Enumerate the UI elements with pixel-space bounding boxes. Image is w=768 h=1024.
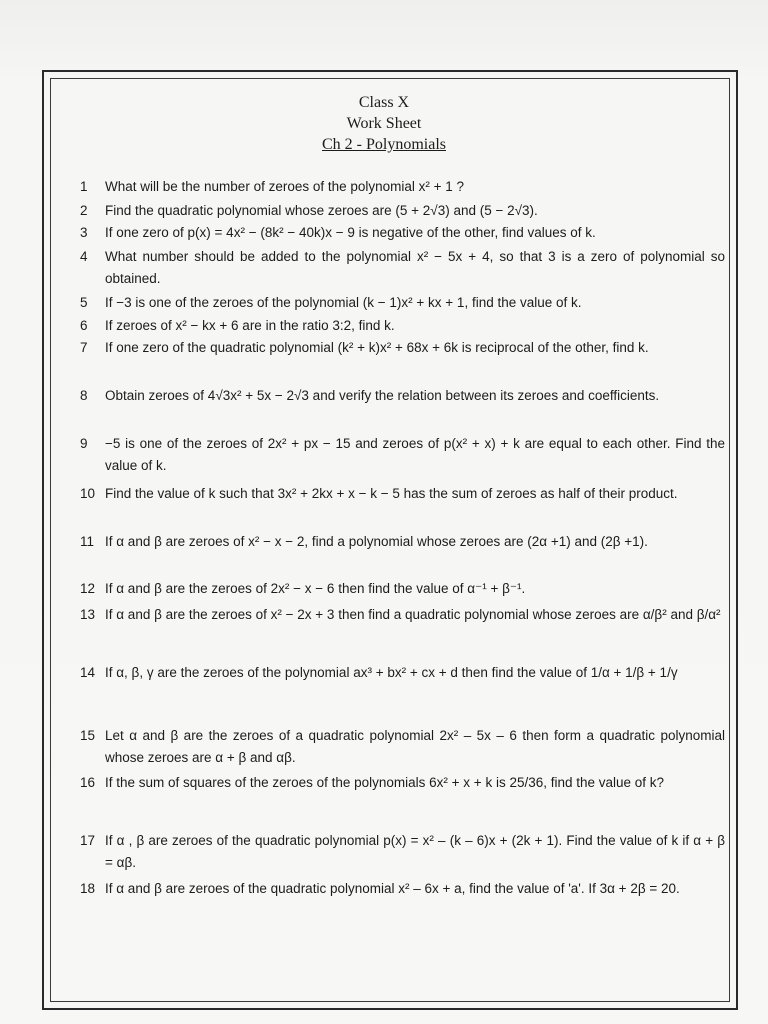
question-text: If −3 is one of the zeroes of the polynomial (k − 1)x² + kx + 1, find the value of k. xyxy=(105,295,582,310)
question-text: If α, β, γ are the zeroes of the polynomial ax³ + bx² + cx + d then find the value of 1/α + 1/β + 1/γ xyxy=(105,665,678,680)
question-text: What number should be added to the polynomial x² − 5x + 4, so that 3 is a zero of polynomial so obtained. xyxy=(105,249,725,286)
question-11 xyxy=(80,531,725,578)
question-15 xyxy=(80,725,725,772)
question-number: 10 xyxy=(80,486,96,501)
question-number: 11 xyxy=(80,534,95,549)
question-text: What will be the number of zeroes of the polynomial x² + 1 ? xyxy=(105,179,465,194)
question-text: If zeroes of x² − kx + 6 are in the ratio 3:2, find k. xyxy=(105,318,395,333)
question-number: 16 xyxy=(80,775,96,790)
question-text: Let α and β are the zeroes of a quadratic polynomial 2x² – 5x – 6 then form a quadratic polynomial whose zeroes are α + β and αβ. xyxy=(105,728,725,765)
question-2 xyxy=(80,200,725,222)
question-5 xyxy=(80,292,725,315)
question-text: If α and β are the zeroes of 2x² − x − 6 then find the value of α⁻¹ + β⁻¹. xyxy=(105,581,526,596)
question-text: Find the quadratic polynomial whose zeroes are (5 + 2√3) and (5 − 2√3). xyxy=(105,203,538,218)
question-number: 6 xyxy=(80,318,88,333)
question-text: Obtain zeroes of 4√3x² + 5x − 2√3 and verify the relation between its zeroes and coefficients. xyxy=(105,388,660,403)
question-text: If the sum of squares of the zeroes of the polynomials 6x² + x + k is 25/36, find the value of k? xyxy=(105,775,665,790)
question-number: 2 xyxy=(80,203,88,218)
question-17 xyxy=(80,830,725,878)
question-number: 8 xyxy=(80,388,88,403)
question-number: 13 xyxy=(80,607,96,622)
question-number: 3 xyxy=(80,225,88,240)
question-12 xyxy=(80,578,725,604)
question-text: If α , β are zeroes of the quadratic polynomial p(x) = x² – (k – 6)x + (2k + 1). Find the value of k if α + β = αβ. xyxy=(105,833,725,870)
question-1 xyxy=(80,176,725,200)
question-text: If α and β are the zeroes of x² − 2x + 3 then find a quadratic polynomial whose zeroes are α/β² and β/α² xyxy=(105,607,721,622)
question-18 xyxy=(80,878,725,924)
question-4 xyxy=(80,246,725,292)
question-number: 1 xyxy=(80,179,88,194)
question-16 xyxy=(80,772,725,830)
question-3 xyxy=(80,222,725,246)
question-number: 9 xyxy=(80,436,88,451)
sheet-title: Work Sheet xyxy=(346,115,422,132)
class-title: Class X xyxy=(358,94,410,111)
question-text: Find the value of k such that 3x² + 2kx + x − k − 5 has the sum of zeroes as half of their product. xyxy=(105,486,678,501)
question-list xyxy=(80,176,725,924)
question-number: 7 xyxy=(80,340,88,355)
question-14 xyxy=(80,662,725,725)
question-7 xyxy=(80,337,725,385)
question-6 xyxy=(80,315,725,337)
question-number: 5 xyxy=(80,295,88,310)
question-number: 17 xyxy=(80,833,96,848)
question-text: If one zero of the quadratic polynomial (k² + k)x² + 68x + 6k is reciprocal of the other, find k. xyxy=(105,340,649,355)
question-10 xyxy=(80,483,725,531)
question-number: 18 xyxy=(80,881,96,896)
question-9 xyxy=(80,433,725,483)
question-text: If one zero of p(x) = 4x² − (8k² − 40k)x − 9 is negative of the other, find values of k. xyxy=(105,225,596,240)
question-text: If α and β are zeroes of x² − x − 2, find a polynomial whose zeroes are (2α +1) and (2β +1). xyxy=(105,534,648,549)
question-number: 15 xyxy=(80,728,96,743)
question-number: 14 xyxy=(80,665,96,680)
chapter-title: Ch 2 - Polynomials xyxy=(321,136,446,153)
question-text: If α and β are zeroes of the quadratic polynomial x² – 6x + a, find the value of 'a'. If 3α + 2β = 20. xyxy=(105,881,680,896)
question-8 xyxy=(80,385,725,433)
question-number: 12 xyxy=(80,581,96,596)
question-text: −5 is one of the zeroes of 2x² + px − 15 and zeroes of p(x² + x) + k are equal to each other. Find the value of k. xyxy=(105,436,725,473)
question-13 xyxy=(80,604,725,662)
worksheet-header xyxy=(0,92,768,155)
question-number: 4 xyxy=(80,249,88,264)
